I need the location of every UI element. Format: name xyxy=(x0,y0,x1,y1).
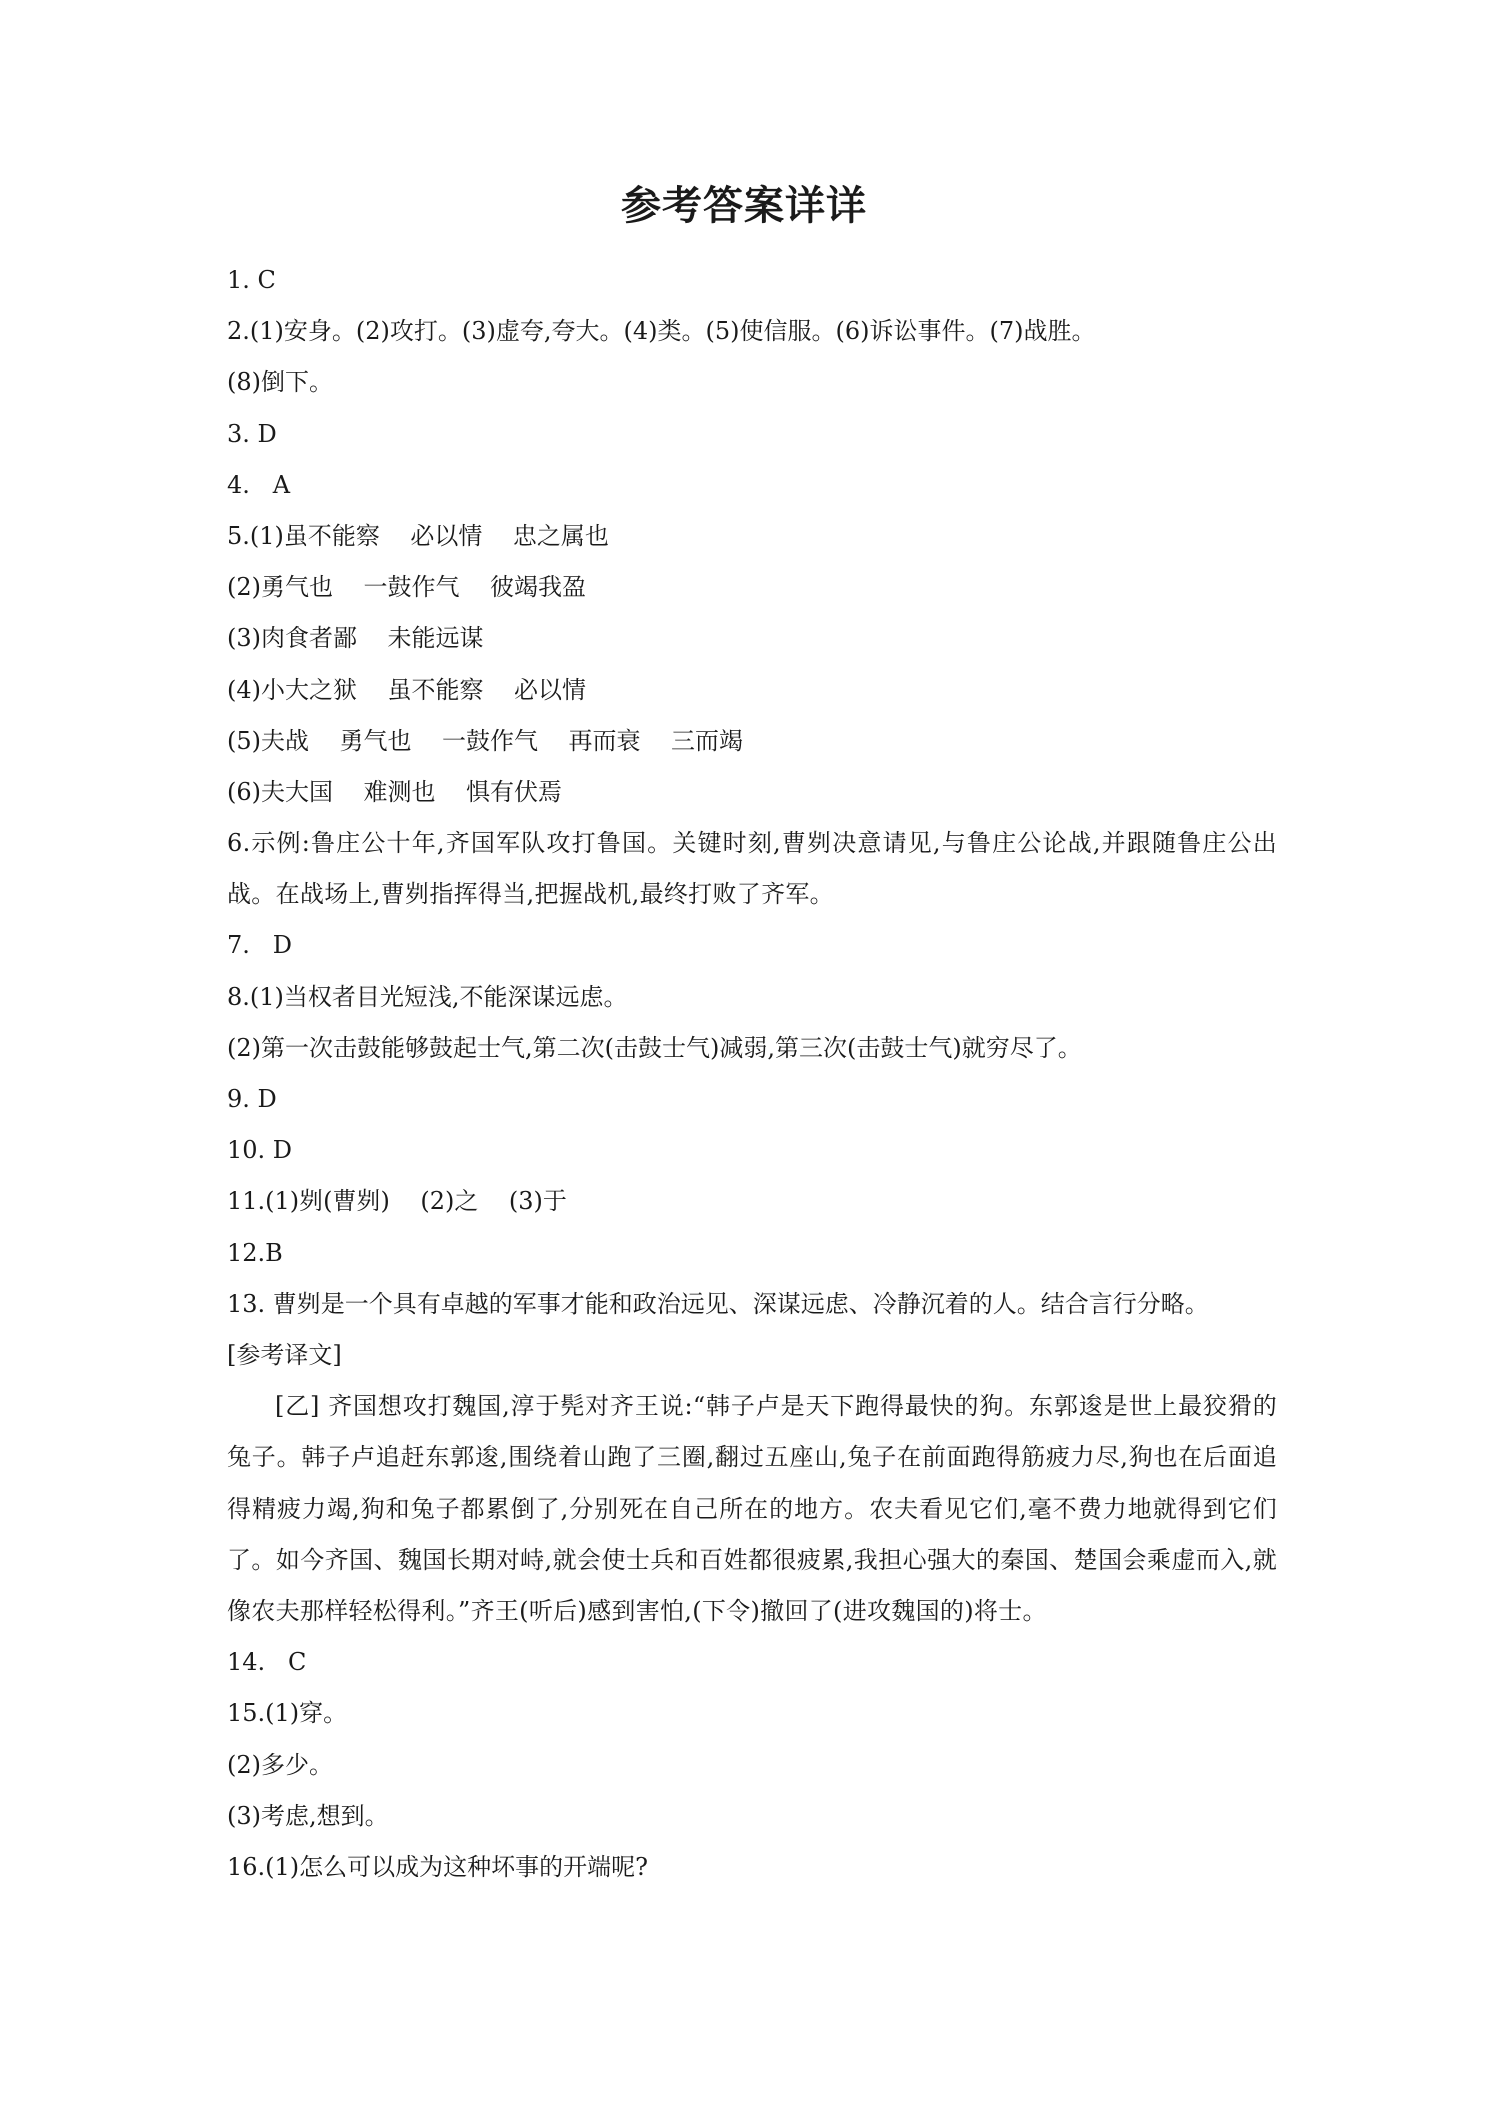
translation-paragraph: [乙] 齐国想攻打魏国,淳于髡对齐王说:“韩子卢是天下跑得最快的狗。东郭逡是世上最狡猾的兔子。韩子卢追赶东郭逡,围绕着山跑了三圈,翻过五座山,兔子在前面跑得筋疲力尽,狗也在后面追得精疲力竭,狗和兔子都累倒了,分别死在自己所在的地方。农夫看见它们,毫不费力地就得到它们了。如今齐国、魏国长期对峙,就会使士兵和百姓都很疲累,我担心强大的秦国、楚国会乘虚而入,就像农夫那样轻松得利。”齐王(听后)感到害怕,(下令)撤回了(进攻魏国的)将士。 xyxy=(227,1392,1277,1625)
answer-line: 11.(1)刿(曹刿) (2)之 (3)于 xyxy=(227,1187,567,1216)
answer-line: 4. A xyxy=(227,470,291,499)
answer-line: 1. C xyxy=(227,266,276,294)
answer-line: 13. 曹刿是一个具有卓越的军事才能和政治远见、深谋远虑、冷静沉着的人。结合言行分略。 xyxy=(227,1289,1209,1318)
answer-line: (3)考虑,想到。 xyxy=(227,1801,389,1830)
answer-line: (3)肉食者鄙 未能远谋 xyxy=(227,624,484,653)
answer-line: (8)倒下。 xyxy=(227,368,333,397)
answer-line: 10. D xyxy=(227,1136,293,1165)
answer-line: (5)夫战 勇气也 一鼓作气 再而衰 三而竭 xyxy=(227,726,744,755)
answer-line: 12.B xyxy=(227,1238,283,1267)
page-title: 参考答案详详 xyxy=(621,183,867,229)
answer-line: 14. C xyxy=(227,1648,307,1677)
answer-line: (6)夫大国 难测也 惧有伏焉 xyxy=(227,777,563,806)
answer-line: 16.(1)怎么可以成为这种坏事的开端呢? xyxy=(227,1852,649,1881)
answer-line: (2)多少。 xyxy=(227,1750,333,1779)
answer-line: (4)小大之狱 虽不能察 必以情 xyxy=(227,675,587,704)
answer-line: (2)勇气也 一鼓作气 彼竭我盈 xyxy=(227,573,587,602)
answer-line: 8.(1)当权者目光短浅,不能深谋远虑。 xyxy=(227,982,628,1011)
answer-line: (2)第一次击鼓能够鼓起士气,第二次(击鼓士气)减弱,第三次(击鼓士气)就穷尽了。 xyxy=(227,1033,1082,1062)
answer-line: 2.(1)安身。(2)攻打。(3)虚夸,夸大。(4)类。(5)使信服。(6)诉讼事件。(7)战胜。 xyxy=(227,317,1096,346)
answer-body xyxy=(227,255,1277,1893)
answer-line: 5.(1)虽不能察 必以情 忠之属也 xyxy=(227,521,609,550)
translation-heading: [参考译文] xyxy=(227,1340,342,1369)
answer-line: 9. D xyxy=(227,1085,277,1114)
answer-6-paragraph: 6.示例:鲁庄公十年,齐国军队攻打鲁国。关键时刻,曹刿决意请见,与鲁庄公论战,并跟随鲁庄公出战。在战场上,曹刿指挥得当,把握战机,最终打败了齐军。 xyxy=(227,829,1277,909)
answer-line: 7. D xyxy=(227,931,293,960)
answer-line: 3. D xyxy=(227,419,277,448)
answer-line: 15.(1)穿。 xyxy=(227,1699,348,1728)
